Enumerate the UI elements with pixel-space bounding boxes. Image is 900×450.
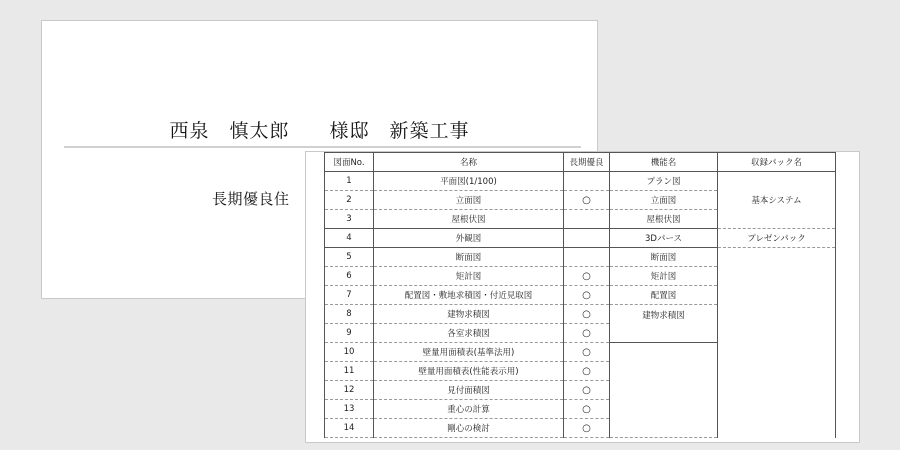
package-basic: 基本システム — [718, 172, 836, 229]
row-long-term: ○ — [564, 305, 610, 324]
row-name: 建物求積図 — [374, 305, 564, 324]
table-row — [325, 248, 836, 267]
row-function: 立面図 — [610, 191, 718, 210]
row-name: 断面図 — [374, 248, 564, 267]
header-no: 図面No. — [325, 153, 374, 172]
row-no: 12 — [325, 381, 374, 400]
row-no: 14 — [325, 419, 374, 438]
row-long-term — [564, 248, 610, 267]
row-long-term: ○ — [564, 362, 610, 381]
row-long-term: ○ — [564, 267, 610, 286]
row-name: 平面図(1/100) — [374, 172, 564, 191]
row-long-term: ○ — [564, 286, 610, 305]
header-package: 収録パック名 — [718, 153, 836, 172]
row-name: 配置図・敷地求積図・付近見取図 — [374, 286, 564, 305]
cover-title: 西泉 慎太郎 様邸 新築工事 — [169, 120, 470, 142]
row-long-term — [564, 229, 610, 248]
table-row — [325, 172, 836, 191]
row-long-term: ○ — [564, 419, 610, 438]
row-name: 見付面積図 — [374, 381, 564, 400]
row-no: 2 — [325, 191, 374, 210]
table-header-row — [325, 153, 836, 172]
row-function: 屋根伏図 — [610, 210, 718, 229]
row-no: 3 — [325, 210, 374, 229]
row-name: 壁量用面積表(基準法用) — [374, 343, 564, 362]
row-long-term — [564, 172, 610, 191]
row-no: 10 — [325, 343, 374, 362]
row-name: 各室求積図 — [374, 324, 564, 343]
package-presen: プレゼンパック — [718, 229, 836, 248]
row-no: 9 — [325, 324, 374, 343]
header-long-term: 長期優良 — [564, 153, 610, 172]
row-name: 剛心の検討 — [374, 419, 564, 438]
row-name: 壁量用面積表(性能表示用) — [374, 362, 564, 381]
row-name: 外観図 — [374, 229, 564, 248]
row-long-term: ○ — [564, 381, 610, 400]
row-no: 13 — [325, 400, 374, 419]
header-function: 機能名 — [610, 153, 718, 172]
row-function: 配置図 — [610, 286, 718, 305]
row-name: 屋根伏図 — [374, 210, 564, 229]
row-no: 11 — [325, 362, 374, 381]
row-no: 4 — [325, 229, 374, 248]
row-long-term: ○ — [564, 343, 610, 362]
row-long-term: ○ — [564, 400, 610, 419]
row-no: 1 — [325, 172, 374, 191]
package-empty — [718, 248, 836, 438]
row-name: 立面図 — [374, 191, 564, 210]
table-row — [325, 229, 836, 248]
drawing-list-page — [305, 151, 860, 443]
cover-divider — [64, 146, 581, 148]
row-long-term: ○ — [564, 191, 610, 210]
row-no: 6 — [325, 267, 374, 286]
row-long-term: ○ — [564, 324, 610, 343]
cover-subtitle: 長期優良住 — [212, 190, 290, 208]
row-long-term — [564, 210, 610, 229]
row-name: 重心の計算 — [374, 400, 564, 419]
row-function: 矩計図 — [610, 267, 718, 286]
row-function: プラン図 — [610, 172, 718, 191]
row-function: 建物求積図 — [610, 305, 718, 343]
row-no: 7 — [325, 286, 374, 305]
row-no: 8 — [325, 305, 374, 324]
row-function: 3Dパース — [610, 229, 718, 248]
row-function-empty — [610, 343, 718, 438]
row-no: 5 — [325, 248, 374, 267]
row-name: 矩計図 — [374, 267, 564, 286]
drawing-list-table — [324, 152, 836, 438]
header-name: 名称 — [374, 153, 564, 172]
row-function: 断面図 — [610, 248, 718, 267]
